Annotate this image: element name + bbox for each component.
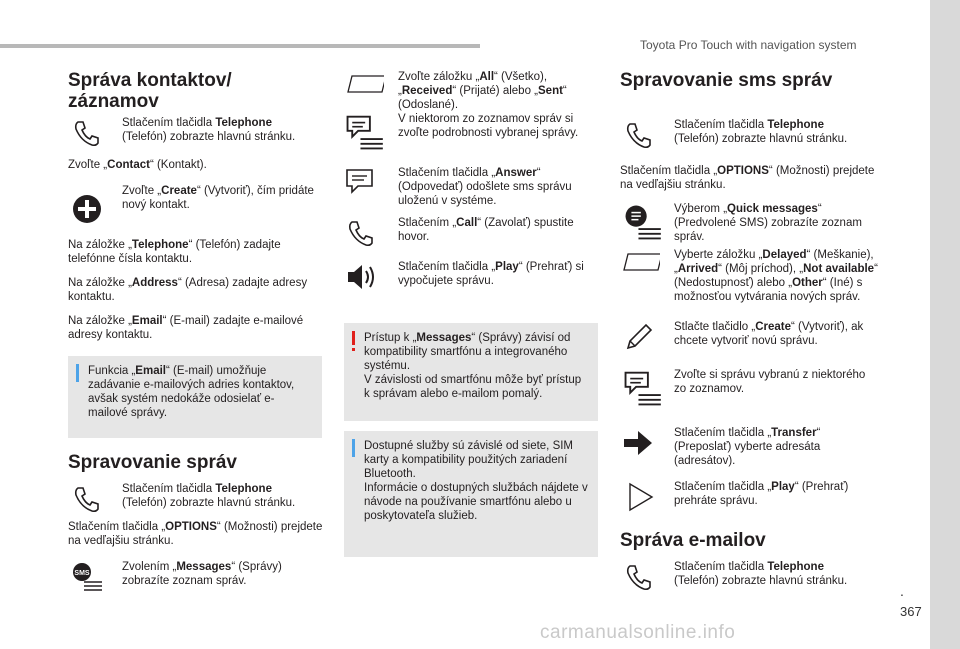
watermark: carmanualsonline.info (540, 622, 736, 643)
info-note-email (68, 356, 322, 438)
text-part: (Telefón) zobrazte hlavnú stránku. (122, 497, 296, 509)
text-part: Zvoľte „ (68, 159, 108, 171)
keyword: Email (131, 315, 163, 327)
text-part: “ (Možnosti) prejdete na vedľajšiu stránku. (620, 165, 875, 191)
warning-icon-dot (352, 348, 355, 351)
text-part: “ (Iné) s možnosťou vytvárania nových správ. (674, 277, 863, 303)
warning-icon (352, 331, 355, 345)
text-part: V závislosti od smartfónu môže byť prístup k správam alebo e-mailom pomalý. (364, 374, 582, 400)
step-text (674, 426, 874, 468)
paragraph-address-tab (68, 276, 323, 304)
phone-icon (344, 216, 378, 250)
keyword: Telephone (767, 119, 824, 131)
keyword: Play (495, 261, 519, 273)
text-part: “ (E-mail) zadajte e-mailové adresy kontaktu. (68, 315, 304, 341)
text-part: “ (Vytvoriť), čím pridáte nový kontakt. (122, 185, 314, 211)
text-part: “ (Preposlať) vyberte adresáta (adresátov). (674, 427, 821, 467)
message-answer-icon (344, 166, 378, 200)
section-title-line2: záznamov (68, 91, 159, 112)
text-part: Výberom „ (674, 203, 728, 215)
keyword: Create (755, 321, 791, 333)
message-list-icon (622, 368, 662, 408)
play-icon (622, 480, 656, 514)
keyword: Email (135, 365, 166, 377)
paragraph-contact (68, 158, 323, 172)
note-text (364, 439, 590, 523)
text-part: “ (Prehrať) prehráte správu. (674, 481, 849, 507)
note-text (364, 331, 590, 401)
text-part: Zvoľte „ (122, 185, 162, 197)
text-part: “ (Odoslané). (398, 85, 567, 111)
info-icon (76, 364, 79, 382)
text-part: “ (Kontakt). (149, 159, 207, 171)
text-part: Stlačením tlačidla (674, 119, 768, 131)
keyword: Not available (803, 263, 875, 275)
text-part: Prístup k „ (364, 332, 417, 344)
section-title-messages: Spravovanie správ (68, 452, 237, 473)
text-part: Zvoľte záložku „ (398, 71, 480, 83)
header-rule (0, 44, 480, 48)
paragraph-email-tab (68, 314, 323, 342)
warning-note-messages (344, 323, 598, 421)
keyword: Contact (107, 159, 150, 171)
keyword: Create (161, 185, 197, 197)
text-part: “ (Odpovedať) odošlete sms správu uloženú v systéme. (398, 167, 572, 207)
paragraph-telephone-tab (68, 238, 323, 266)
info-note-services (344, 431, 598, 557)
continued-marker: . (900, 583, 904, 599)
text-part: Na záložke „ (68, 239, 132, 251)
keyword: Sent (538, 85, 563, 97)
text-part: Stlačením tlačidla „ (674, 481, 772, 493)
info-icon (352, 439, 355, 457)
tab-parallelogram-icon (618, 248, 660, 282)
keyword: Other (792, 277, 823, 289)
text-part: Informácie o dostupných službách nájdete v návode na používanie smartfónu alebo u poskytovateľa služieb. (364, 482, 588, 522)
keyword: All (479, 71, 495, 83)
phone-icon (622, 560, 656, 594)
text-part: (Telefón) zobrazte hlavnú stránku. (122, 131, 296, 143)
keyword: Play (771, 481, 795, 493)
step-text (122, 482, 327, 510)
text-part: Na záložke „ (68, 277, 132, 289)
step-text (398, 260, 598, 288)
message-list-icon (344, 112, 384, 152)
keyword: Arrived (677, 263, 719, 275)
keyword: Transfer (771, 427, 817, 439)
paragraph-options (68, 520, 323, 548)
text-part: Zvolením „ (122, 561, 177, 573)
step-text (398, 216, 598, 244)
keyword: Telephone (131, 239, 189, 251)
page-edge-strip (930, 0, 960, 649)
tab-parallelogram-icon (342, 70, 384, 104)
section-title-sms: Spravovanie sms správ (620, 70, 833, 91)
step-text (122, 184, 327, 212)
keyword: Telephone (215, 117, 272, 129)
text-part: “ (Prehrať) si vypočujete správu. (398, 261, 584, 287)
text-part: Stlačením tlačidla (122, 117, 216, 129)
text-part: Na záložke „ (68, 315, 132, 327)
keyword: Telephone (767, 561, 824, 573)
section-title-contacts (68, 70, 232, 112)
text-part: Stlačte tlačidlo „ (674, 321, 756, 333)
speaker-icon (344, 260, 378, 294)
section-title-email: Správa e-mailov (620, 530, 766, 551)
step-text (674, 320, 879, 348)
keyword: Telephone (215, 483, 272, 495)
step-text (674, 480, 874, 508)
text-part: “ (Možnosti) prejdete na vedľajšiu stránku. (68, 521, 323, 547)
keyword: Delayed (762, 249, 807, 261)
keyword: Quick messages (727, 203, 818, 215)
text-part: “ (Všetko), „ (398, 71, 548, 97)
text-part: Funkcia „ (88, 365, 136, 377)
text-part: “ (Telefón) zadajte telefónne čísla kontaktu. (68, 239, 281, 265)
text-part: “ (Môj príchod), „ (718, 263, 804, 275)
text-part: Stlačením tlačidla (674, 561, 768, 573)
text-part: “ (Vytvoriť), ak chcete vytvoriť novú správu. (674, 321, 864, 347)
text-part: “ (E-mail) umožňuje zadávanie e-mailových adries kontaktov, avšak systém nedokáže odosielať e-mailové správy. (88, 365, 295, 419)
text-part: Stlačením tlačidla „ (398, 261, 496, 273)
keyword: Messages (416, 332, 472, 344)
section-title-line1: Správa kontaktov/ (68, 70, 232, 91)
keyword: Received (401, 85, 453, 97)
step-text (674, 202, 874, 244)
text-part: “ (Správy) zobrazíte zoznam správ. (122, 561, 282, 587)
text-part: “ (Predvolené SMS) zobrazíte zoznam správ. (674, 203, 862, 243)
sms-list-icon (70, 560, 104, 594)
page-number: 367 (900, 604, 922, 619)
text-part: “ (Správy) závisí od kompatibility smartfónu a integrovaného systému. (364, 332, 571, 372)
text-part: Stlačením „ (398, 217, 457, 229)
phone-icon (70, 116, 104, 150)
text-part: “ (Adresa) zadajte adresy kontaktu. (68, 277, 308, 303)
phone-icon (622, 118, 656, 152)
keyword: Address (131, 277, 178, 289)
text-part: (Telefón) zobrazte hlavnú stránku. (674, 575, 848, 587)
running-head: Toyota Pro Touch with navigation system (640, 38, 857, 52)
text-part: Vyberte záložku „ (674, 249, 763, 261)
quick-messages-icon (622, 202, 662, 242)
text-part: “ (Nedostupnosť) alebo „ (674, 263, 878, 289)
phone-icon (70, 482, 104, 516)
step-text (674, 560, 874, 588)
text-part: “ (Meškanie), „ (674, 249, 874, 275)
step-text (674, 118, 874, 146)
text-part: (Telefón) zobrazte hlavnú stránku. (674, 133, 848, 145)
pencil-icon (622, 320, 656, 354)
step-text (122, 116, 327, 144)
step-text: Zvoľte si správu vybranú z niektorého zo zoznamov. (674, 369, 866, 395)
text-part: Stlačením tlačidla „ (398, 167, 496, 179)
text-part: Stlačením tlačidla „ (68, 521, 166, 533)
text-part: “ (Zavolať) spustite hovor. (398, 217, 574, 243)
keyword: Call (456, 217, 478, 229)
step-text (398, 70, 598, 112)
transfer-arrow-icon (622, 426, 656, 460)
text-part: Dostupné služby sú závislé od siete, SIM karty a kompatibility použitých zariadení Bluetooth. (364, 440, 574, 480)
step-text (122, 560, 327, 588)
sms-icon-label: SMS (74, 570, 90, 577)
text-part: Stlačením tlačidla „ (674, 427, 772, 439)
paragraph-options-sms (620, 164, 880, 192)
keyword: OPTIONS (165, 521, 217, 533)
text-part: Stlačením tlačidla (122, 483, 216, 495)
keyword: Messages (176, 561, 232, 573)
step-text: V niektorom zo zoznamov správ si zvoľte podrobnosti vybranej správy. (398, 113, 579, 139)
keyword: Answer (495, 167, 537, 179)
text-part: Stlačením tlačidla „ (620, 165, 718, 177)
step-text (398, 166, 598, 208)
plus-circle-icon (70, 192, 104, 226)
step-text (674, 248, 879, 304)
text-part: “ (Prijaté) alebo „ (452, 85, 538, 97)
note-text (88, 364, 314, 420)
keyword: OPTIONS (717, 165, 769, 177)
